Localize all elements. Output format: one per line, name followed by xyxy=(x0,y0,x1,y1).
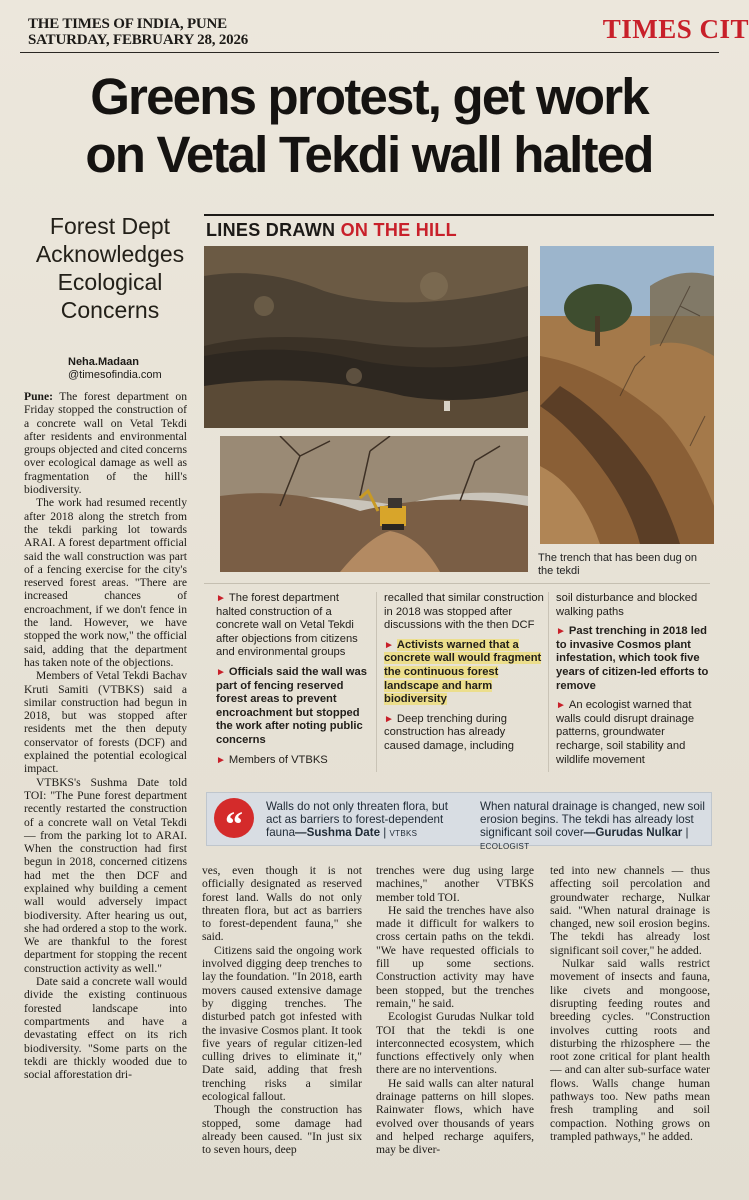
author-name: Neha.Madaan xyxy=(68,356,139,368)
paragraph: ted into new channels — thus affecting soil percolation and groundwater recharge, Nulkar said. "When natural drainage is changed, new soil erosion begins. The tekdi has already lost significant soil cover," he added. xyxy=(550,864,710,957)
headline xyxy=(24,68,714,184)
issue-date: SATURDAY, FEBRUARY 28, 2026 xyxy=(28,32,249,48)
key-point-text: Activists warned that a concrete wall would fragment the continuous forest landscape and harm biodiversity xyxy=(384,638,542,706)
kicker-line: Ecological xyxy=(57,269,163,295)
masthead-rule xyxy=(20,52,719,53)
headline-line-1: Greens protest, get work xyxy=(90,68,648,125)
key-point-text: Past trenching in 2018 led to invasive Cosmos plant infestation, which took five years of citizen-led efforts to remove xyxy=(556,625,709,692)
arrow-icon: ► xyxy=(216,666,226,678)
byline xyxy=(68,356,162,382)
key-points-column-2 xyxy=(384,592,544,760)
photo-caption: The trench that has been dug on the tekdi xyxy=(538,552,698,577)
paragraph xyxy=(24,390,187,496)
key-point-text: The forest department halted construction of a concrete wall on Vetal Tekdi after objections from citizens and environmental groups xyxy=(216,592,358,659)
paragraph: Members of Vetal Tekdi Bachav Kruti Samiti (VTBKS) said a similar construction had begun in 2018, but was stopped after residents met the then deputy conservator of forests (DCF) and explained the potential ecological impact. xyxy=(24,669,187,776)
key-point-text: An ecologist warned that walls could disrupt drainage patterns, groundwater recharge, soil stability and wildlife movement xyxy=(556,699,695,766)
panel-title-red: ON THE HILL xyxy=(340,220,457,240)
key-point xyxy=(384,592,544,633)
arrow-icon: ► xyxy=(384,639,394,651)
paragraph: Ecologist Gurudas Nulkar told TOI that the tekdi is one interconnected ecosystem, which functions effectively only when there are no interventions. xyxy=(376,1010,534,1077)
panel-title xyxy=(206,220,457,241)
dateline: Pune: xyxy=(24,390,53,403)
quote-text: Walls do not only threaten flora, but act as barriers to forest-dependent fauna xyxy=(266,800,448,839)
key-point xyxy=(384,639,544,707)
quote-tag: VTBKS xyxy=(389,829,418,838)
paragraph: Citizens said the ongoing work involved digging deep trenches to lay the foundation. "In 2018, earth movers caused extensive damage by digging trenches. The disturbed patch got infested with the invasive Cosmos plant. It took five years of regular citizen-led culling drives to eliminate it," Date said, adding that fresh trenching risks a similar ecological fallout. xyxy=(202,943,362,1104)
article-column-3 xyxy=(376,864,534,1157)
arrow-icon: ► xyxy=(384,713,394,725)
photo-rock-cut xyxy=(204,246,528,428)
key-points-column-1 xyxy=(216,592,372,773)
paper-name: THE TIMES OF INDIA, PUNE xyxy=(28,16,227,32)
paragraph: Date said a concrete wall would divide the existing continuous forested landscape into compartments and have a devastating effect on its rich biodiversity. "Some parts on the tekdi are thickly wooded due to social afforestation dri- xyxy=(24,975,187,1082)
kicker-line: Forest Dept xyxy=(49,213,171,239)
headline-line-2: on Vetal Tekdi wall halted xyxy=(85,126,653,183)
paragraph: Nulkar said walls restrict movement of insects and fauna, like civets and mongoose, disrupting feeding routes and breeding cycles. "Construction involves cutting roots and disturbing the rhizosphere — the root zone critical for plant health — and can alter sub-surface water flows. Walls change human pathways too. New paths mean fresh trampling and soil compaction. Nothing grows on trampled pathways," he added. xyxy=(550,957,710,1143)
photo-trench xyxy=(540,246,714,544)
key-point xyxy=(556,625,712,693)
key-point xyxy=(216,666,372,748)
arrow-icon: ► xyxy=(556,626,566,638)
column-divider xyxy=(376,592,377,772)
panel-title-black: LINES DRAWN xyxy=(206,220,336,240)
key-point-text: Officials said the wall was part of fencing reserved forest areas to prevent encroachment but stopped the work after noting public concerns xyxy=(216,665,367,746)
arrow-icon: ► xyxy=(556,700,566,712)
arrow-icon: ► xyxy=(216,754,226,766)
key-point-text: Deep trenching during construction has already caused damage, including xyxy=(384,712,514,752)
key-point xyxy=(556,699,712,767)
quote-text: When natural drainage is changed, new soil erosion begins. The tekdi has already lost significant soil cover xyxy=(480,800,705,839)
paragraph: He said walls can alter natural drainage patterns on hill slopes. Rainwater flows, which have evolved over thousands of years and helped recharge aquifers, may be diver- xyxy=(376,1076,534,1157)
key-point xyxy=(556,592,712,619)
paragraph: Though the construction has stopped, some damage had already been caused. "In just six to seven hours, deep xyxy=(202,1103,362,1157)
author-handle: @timesofindia.com xyxy=(68,369,162,381)
kicker xyxy=(26,212,194,324)
quote-attribution: —Sushma Date xyxy=(295,826,381,839)
kicker-line: Acknowledges xyxy=(35,241,185,267)
article-column-1 xyxy=(24,390,187,1081)
paragraph: VTBKS's Sushma Date told TOI: "The Pune forest department recently restarted the construction of a concrete wall on Vetal Tekdi — from the parking lot to ARAI. When the construction had first begun in 2018, concerned citizens had met the then DCF and explained why building a cement wall would adversely impact biodiversity. After hearing us out, she had ordered a stop to the work. We are thankful to the forest department for stopping the recent construction activity as well." xyxy=(24,775,187,975)
paragraph: ves, even though it is not officially designated as reserved forest land. Walls do not only threaten flora, but act as barriers to forest-dependent fauna," she said. xyxy=(202,864,362,944)
key-point-text: recalled that similar construction in 2018 was stopped after discussions with the then DCF xyxy=(384,592,544,632)
masthead xyxy=(28,16,248,48)
paragraph-text: The forest department on Friday stopped the construction of a concrete wall on Vetal Tekdi after residents and environmental groups objected and cited concerns over ecological damage as well as fragmentation of the hill's biodiversity. xyxy=(24,390,187,497)
key-point xyxy=(216,592,372,660)
key-point xyxy=(384,713,544,754)
paragraph: The work had resumed recently after 2018 along the stretch from the tekdi parking lot towards ARAI. A forest department official said the wall construction was part of a fencing exercise for the city's reserved forest areas. "There are increased chances of encroachment, if we don't fence in the land. However, we have stopped the work now," the official said, adding that the department has taken note of the objections. xyxy=(24,496,187,669)
paragraph: trenches were dug using large machines," another VTBKS member told TOI. xyxy=(376,864,534,904)
quote-mark-icon: “ xyxy=(214,798,254,838)
article-column-2 xyxy=(202,864,362,1157)
photo-excavator xyxy=(220,436,528,572)
arrow-icon: ► xyxy=(216,593,226,604)
column-divider xyxy=(548,592,549,772)
quote-attribution: —Gurudas Nulkar xyxy=(583,826,683,839)
article-column-4 xyxy=(550,864,710,1143)
quote-tag: ECOLOGIST xyxy=(480,842,530,851)
paragraph: He said the trenches have also made it difficult for walkers to cross certain paths on the tekdi. "We have requested officials to fill up some sections. Construction activity may have been stopped, but the trenches remain," he said. xyxy=(376,903,534,1010)
key-point-text: Members of VTBKS xyxy=(228,753,328,766)
quote-sushma: Walls do not only threaten flora, but act as barriers to forest-dependent fauna—Sushma Date | VTBKS xyxy=(266,800,448,839)
key-point-text: soil disturbance and blocked walking paths xyxy=(556,592,698,618)
section-name: TIMES CIT xyxy=(602,14,749,44)
quote-nulkar: When natural drainage is changed, new soil erosion begins. The tekdi has already lost significant soil cover—Gurudas Nulkar | ECOLOGIST xyxy=(480,800,705,851)
key-point xyxy=(216,754,372,768)
kicker-line: Concerns xyxy=(60,297,160,323)
key-points-column-3 xyxy=(556,592,712,773)
